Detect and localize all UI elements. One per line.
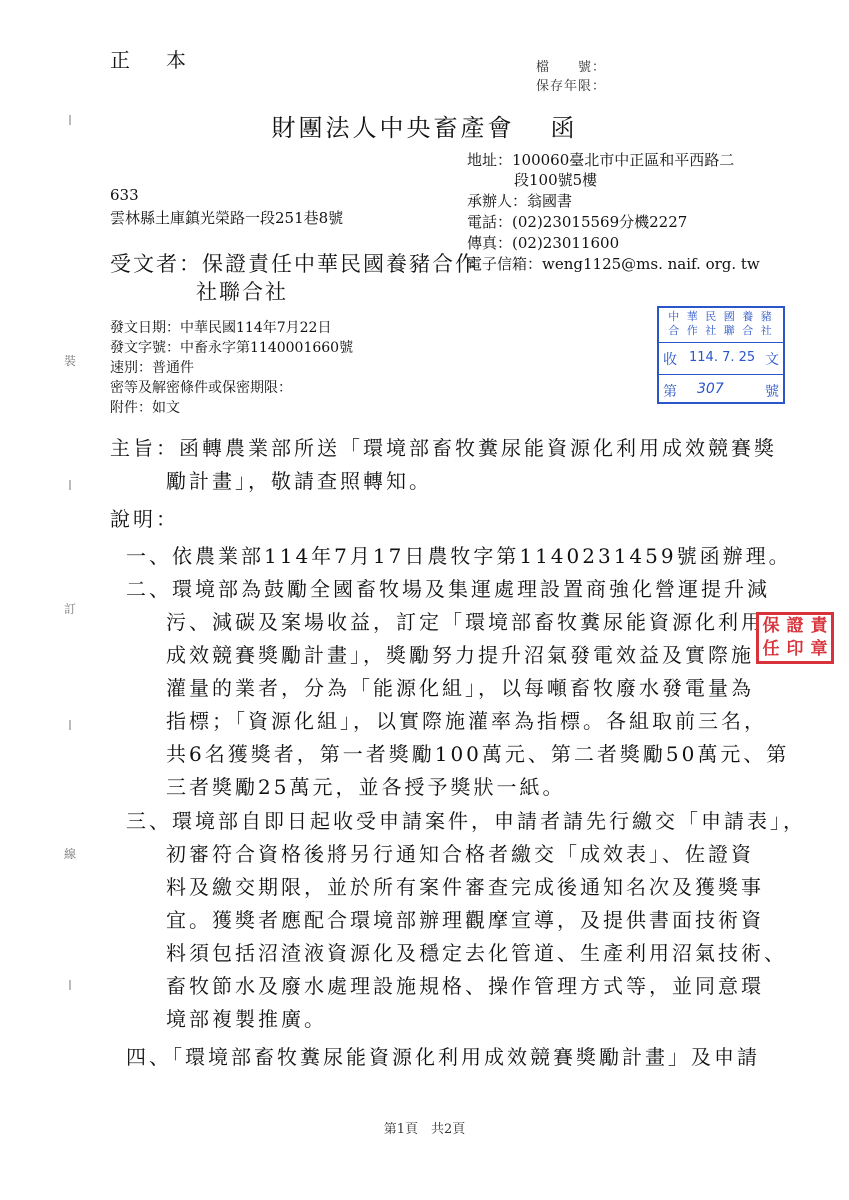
sender-contact: 承辦人：翁國書 [467,192,573,210]
stamp-number-row [659,375,783,406]
stamp-date: 114. 7. 25 [689,350,756,365]
retention-label: 保存年限： [536,79,607,94]
margin-tick [69,720,71,730]
item-2-line-2: 污、減碳及案場收益，訂定「環境部畜牧糞尿能資源化利用 [166,610,764,634]
stamp-recv-char: 收 [663,352,677,368]
margin-bind-mark: 裝 [64,354,77,368]
stamp-org-line-2: 合 作 社 聯 合 社 [668,324,774,337]
sender-fax: 傳真：(02)23011600 [467,234,620,252]
stamp-doc-char: 文 [765,352,779,368]
margin-staple-mark: 訂 [64,602,77,616]
seal-char: 證 [786,616,804,636]
org-name: 財團法人中央畜產會 [271,114,515,142]
secrecy: 密等及解密條件或保密期限： [110,380,292,396]
document-title [0,108,849,143]
item-2-line-3: 成效競賽獎勵計畫」，獎勵努力提升沼氣發電效益及實際施 [166,643,754,667]
red-seal [756,612,834,664]
item-3-line-2: 初審符合資格後將另行通知合格者繳交「成效表」、佐證資 [166,842,754,866]
seal-char: 任 [762,639,780,659]
stamp-date-row [659,343,783,375]
stamp-no-prefix: 第 [663,384,677,400]
item-3-line-6: 畜牧節水及廢水處理設施規格、操作管理方式等，並同意環 [166,974,764,998]
item-3-line-3: 料及繳交期限，並於所有案件審查完成後通知名次及獲獎事 [166,875,764,899]
item-3-line-7: 境部複製推廣。 [166,1007,327,1031]
item-1: 一、依農業部114年7月17日農牧字第1140231459號函辦理。 [126,544,792,568]
subject-line-1: 主旨：函轉農業部所送「環境部畜牧糞尿能資源化利用成效競賽獎 [110,436,777,460]
seal-char: 印 [786,639,804,659]
item-2-line-7: 三者獎勵25萬元，並各授予獎狀一紙。 [166,775,566,799]
margin-tick [69,115,71,125]
stamp-no-value: 307 [697,381,724,397]
issue-date: 發文日期：中華民國114年7月22日 [110,320,332,336]
item-2-line-6: 共6名獲獎者，第一者獎勵100萬元、第二者獎勵50萬元、第 [166,742,790,766]
item-4-line-1: 四、「環境部畜牧糞尿能資源化利用成效競賽獎勵計畫」及申請 [126,1045,760,1069]
item-2-line-4: 灌量的業者，分為「能源化組」，以每噸畜牧廢水發電量為 [166,676,754,700]
subject-line-2: 勵計畫」，敬請查照轉知。 [166,469,432,493]
stamp-header [659,308,783,343]
attachment: 附件：如文 [110,400,180,416]
doc-type: 函 [550,114,578,142]
stamp-org-line-1: 中 華 民 國 養 豬 [668,310,774,323]
seal-char: 責 [810,616,828,636]
receipt-stamp [657,306,785,404]
seal-char: 保 [762,616,780,636]
explanation-heading: 說明： [110,507,179,531]
recipient-zip: 633 [110,186,139,204]
stamp-no-suffix: 號 [765,384,779,400]
recipient-address: 雲林縣土庫鎮光榮路一段251巷8號 [110,209,344,227]
recipient-line-2: 社聯合社 [196,280,288,304]
sender-address-1: 地址：100060臺北市中正區和平西路二 [467,151,735,169]
item-2-line-1: 二、環境部為鼓勵全國畜牧場及集運處理設置商強化營運提升減 [126,577,770,601]
copy-mark: 正 本 [110,48,194,72]
sender-email: 電子信箱：weng1125@ms. naif. org. tw [467,255,760,273]
speed: 速別：普通件 [110,360,194,376]
item-3-line-4: 宜。獲獎者應配合環境部辦理觀摩宣導，及提供書面技術資 [166,908,764,932]
margin-line-mark: 線 [64,847,77,861]
item-2-line-5: 指標；「資源化組」，以實際施灌率為指標。各組取前三名， [166,709,767,733]
margin-tick [69,980,71,990]
margin-tick [69,480,71,490]
item-3-line-5: 料須包括沼渣液資源化及穩定去化管道、生產利用沼氣技術、 [166,941,787,965]
item-3-line-1: 三、環境部自即日起收受申請案件，申請者請先行繳交「申請表」， [126,809,806,833]
page-number: 第1頁 共2頁 [383,1122,466,1137]
recipient-line-1: 受文者：保證責任中華民國養豬合作 [110,252,478,276]
seal-char: 章 [810,639,828,659]
issue-number: 發文字號：中畜永字第1140001660號 [110,340,354,356]
sender-phone: 電話：(02)23015569分機2227 [467,213,688,231]
file-number-label: 檔 號： [536,60,607,75]
sender-address-2: 段100號5樓 [514,171,598,189]
